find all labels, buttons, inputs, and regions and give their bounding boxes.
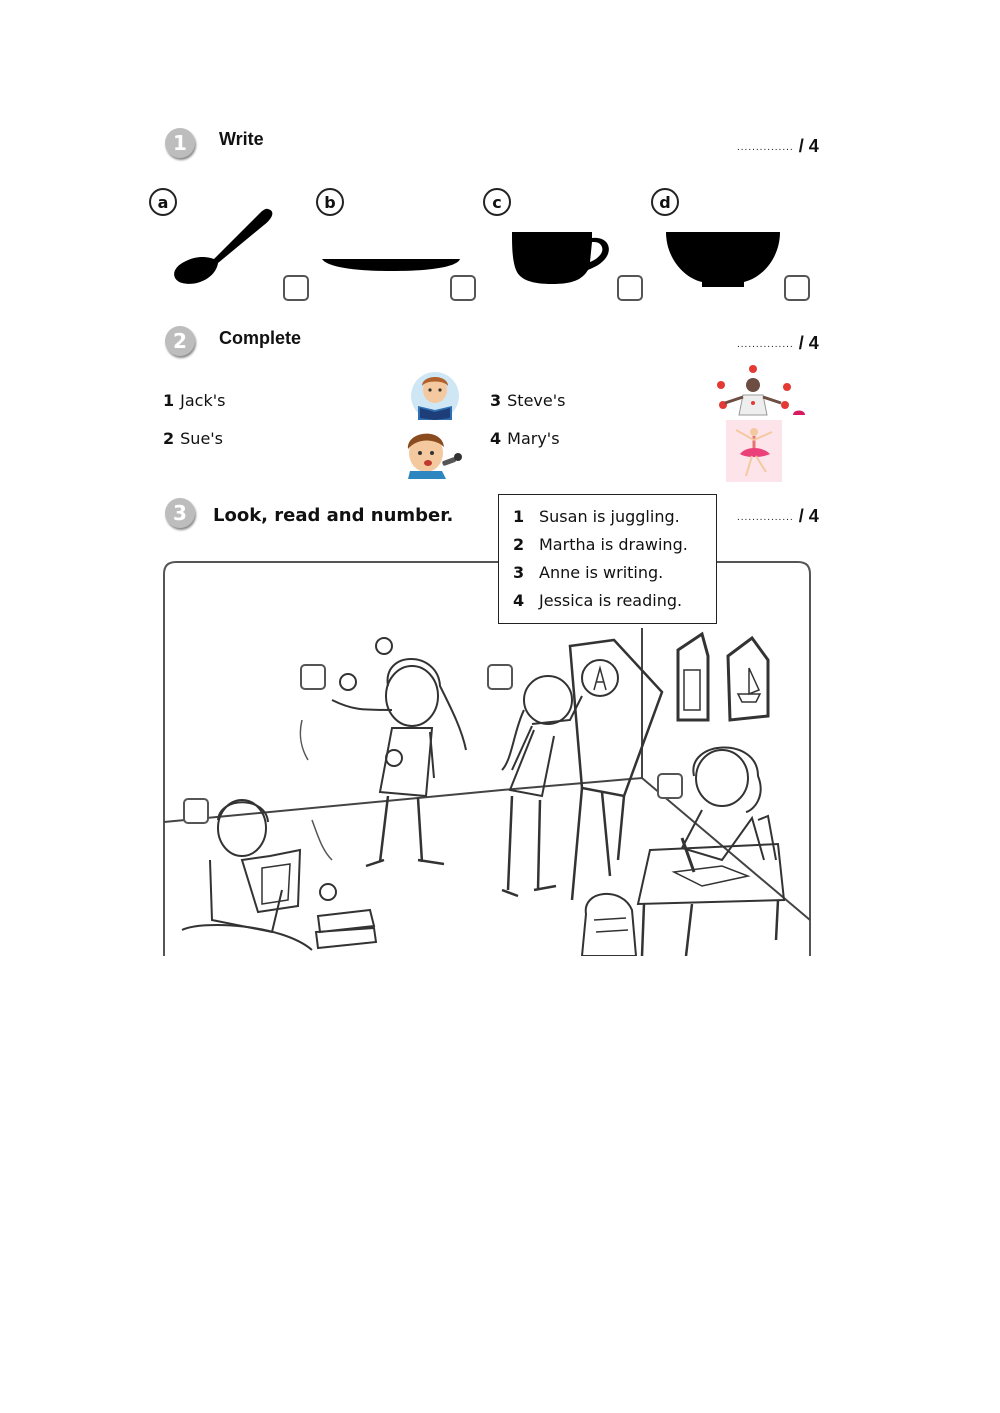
boy-reading-icon bbox=[410, 370, 460, 422]
sentence-1 bbox=[513, 503, 702, 531]
plate-icon bbox=[320, 255, 462, 275]
bowl-icon bbox=[664, 230, 782, 290]
score-dots: ............... bbox=[737, 141, 794, 153]
cup-icon bbox=[510, 230, 612, 286]
answer-box-b[interactable] bbox=[450, 275, 476, 301]
sentence-text: Anne is writing. bbox=[539, 563, 664, 582]
sentence-text: Jessica is reading. bbox=[539, 591, 683, 610]
section-3-score bbox=[737, 506, 819, 527]
sentence-text: Susan is juggling. bbox=[539, 507, 680, 526]
item-text: Mary's bbox=[507, 429, 560, 448]
number-box-juggler[interactable] bbox=[300, 664, 326, 690]
sentence-number: 3 bbox=[513, 563, 525, 582]
juggler-icon bbox=[713, 363, 809, 417]
item-text: Sue's bbox=[180, 429, 224, 448]
sentence-box bbox=[498, 494, 717, 624]
complete-item-3 bbox=[490, 391, 565, 410]
score-dots: ............... bbox=[737, 338, 794, 350]
letter-c: c bbox=[483, 188, 511, 216]
number-box-writer[interactable] bbox=[657, 773, 683, 799]
score-value: / 4 bbox=[798, 136, 819, 156]
section-2-badge: 2 bbox=[165, 326, 195, 356]
answer-box-d[interactable] bbox=[784, 275, 810, 301]
answer-box-c[interactable] bbox=[617, 275, 643, 301]
section-3-title: Look, read and number. bbox=[213, 505, 454, 526]
sentence-3 bbox=[513, 559, 702, 587]
sentence-2 bbox=[513, 531, 702, 559]
section-1-badge: 1 bbox=[165, 128, 195, 158]
item-number: 1 bbox=[163, 391, 175, 410]
letter-d: d bbox=[651, 188, 679, 216]
complete-item-4 bbox=[490, 429, 560, 448]
item-text: Steve's bbox=[507, 391, 566, 410]
sentence-number: 1 bbox=[513, 507, 525, 526]
sentence-4 bbox=[513, 587, 702, 615]
ballerina-icon bbox=[726, 420, 782, 482]
item-text: Jack's bbox=[180, 391, 226, 410]
spoon-icon bbox=[168, 205, 278, 287]
sentence-number: 2 bbox=[513, 535, 525, 554]
sentence-text: Martha is drawing. bbox=[539, 535, 688, 554]
section-3-badge: 3 bbox=[165, 498, 195, 528]
section-2-title: Complete bbox=[219, 328, 302, 348]
score-dots: ............... bbox=[737, 511, 794, 523]
section-1-title: Write bbox=[219, 129, 264, 149]
item-number: 2 bbox=[163, 429, 175, 448]
letter-b: b bbox=[316, 188, 344, 216]
complete-item-2 bbox=[163, 429, 223, 448]
sentence-number: 4 bbox=[513, 591, 525, 610]
score-value: / 4 bbox=[798, 333, 819, 353]
answer-box-a[interactable] bbox=[283, 275, 309, 301]
section-2-score bbox=[737, 333, 819, 354]
section-1-score bbox=[737, 136, 819, 157]
item-number: 3 bbox=[490, 391, 502, 410]
number-box-reader[interactable] bbox=[183, 798, 209, 824]
score-value: / 4 bbox=[798, 506, 819, 526]
letter-a: a bbox=[149, 188, 177, 216]
boy-singing-icon bbox=[402, 425, 466, 479]
item-number: 4 bbox=[490, 429, 502, 448]
number-box-drawer[interactable] bbox=[487, 664, 513, 690]
complete-item-1 bbox=[163, 391, 225, 410]
